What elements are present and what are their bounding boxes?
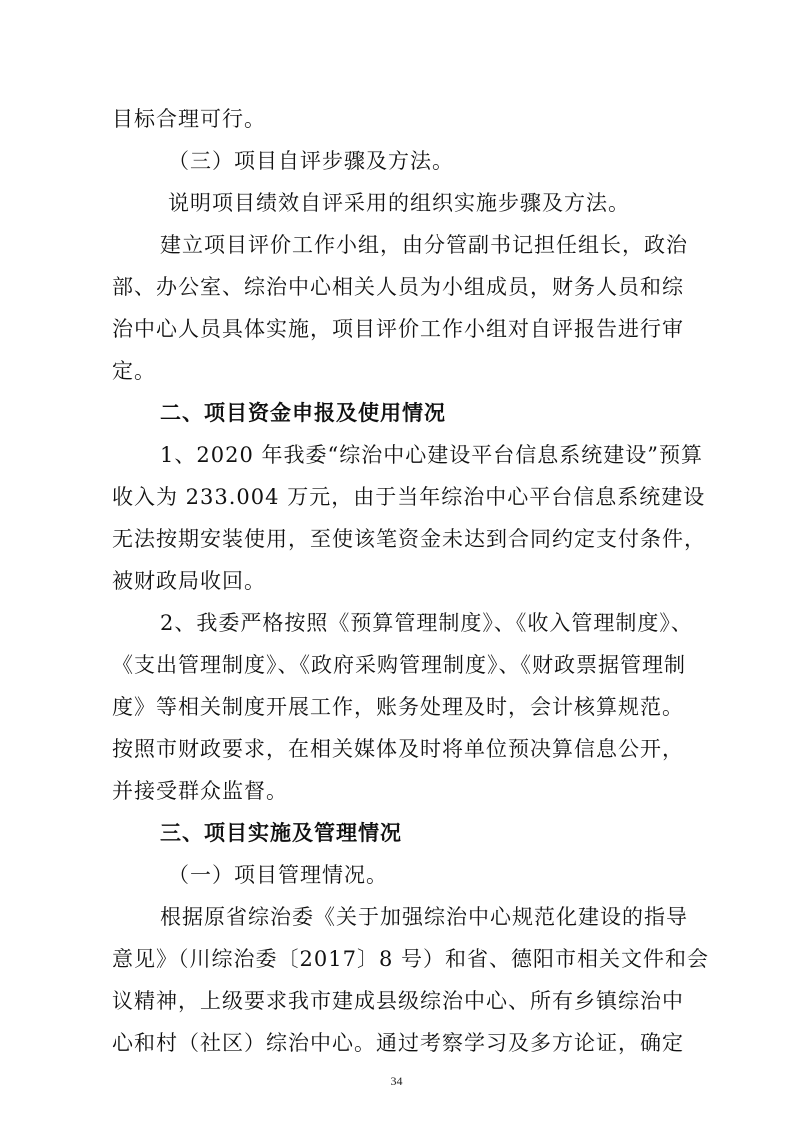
section-heading: 二、项目资金申报及使用情况 [160,401,446,425]
body-text-line: 定。 [112,359,156,383]
body-text-line: 1、2020 年我委“综治中心建设平台信息系统建设”预算 [160,443,703,467]
section-heading: 三、项目实施及管理情况 [160,821,402,845]
body-text-line: 被财政局收回。 [112,569,266,593]
body-text-line: 2、我委严格按照《预算管理制度》、《收入管理制度》、 [160,611,693,635]
body-text-line: 目标合理可行。 [112,107,266,131]
body-text-line: 收入为 233.004 万元，由于当年综治中心平台信息系统建设 [112,485,706,509]
body-text-line: 说明项目绩效自评采用的组织实施步骤及方法。 [168,191,630,215]
subsection-heading: （三）项目自评步骤及方法。 [168,149,454,173]
body-text-line: 度》等相关制度开展工作，账务处理及时，会计核算规范。 [112,695,684,719]
body-text-line: 部、办公室、综治中心相关人员为小组成员，财务人员和综 [112,275,684,299]
page-number: 34 [390,1074,403,1088]
body-text-line: 议精神，上级要求我市建成县级综治中心、所有乡镇综治中 [112,989,684,1013]
subsection-heading: （一）项目管理情况。 [168,863,388,887]
body-text-line: 建立项目评价工作小组，由分管副书记担任组长，政治 [160,233,688,257]
body-text-line: 按照市财政要求，在相关媒体及时将单位预决算信息公开， [112,737,684,761]
body-text-line: 《支出管理制度》、《政府采购管理制度》、《财政票据管理制 [112,653,686,677]
body-text-line: 根据原省综治委《关于加强综治中心规范化建设的指导 [160,905,688,929]
body-text-line: 并接受群众监督。 [112,779,288,803]
body-text-line: 意见》（川综治委〔2017〕8 号）和省、德阳市相关文件和会 [112,947,709,971]
body-text-line: 心和村（社区）综治中心。通过考察学习及多方论证，确定 [112,1031,684,1055]
body-text-line: 治中心人员具体实施，项目评价工作小组对自评报告进行审 [112,317,684,341]
body-text-line: 无法按期安装使用，至使该笔资金未达到合同约定支付条件， [112,527,706,551]
